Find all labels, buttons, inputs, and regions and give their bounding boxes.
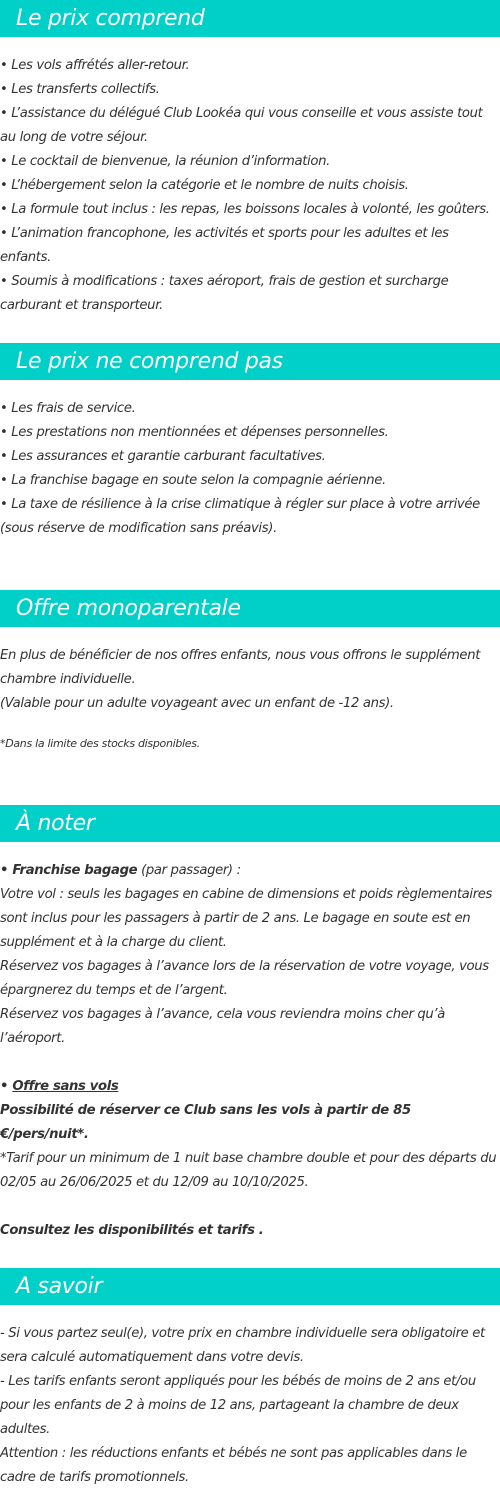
baggage-text: Votre vol : seuls les bagages en cabine de dimensions et poids règlementaires sont inclus pour les passagers à partir de 2 ans. Le bagage en soute est en supplément et à la charge du client. [0,887,493,950]
section-single-parent [0,590,500,753]
offer-text: En plus de bénéficier de nos offres enfants, nous vous offrons le supplément chambre individuelle. [0,648,481,687]
bullet: • [0,863,13,878]
list-item: • Le cocktail de bienvenue, la réunion d’information. [0,154,330,169]
list-item: • La taxe de résilience à la crise climatique à régler sur place à votre arrivée (sous réserve de modification sans préavis). [0,497,480,536]
baggage-heading [0,859,500,883]
baggage-text: Réservez vos bagages à l’avance, cela vous reviendra moins cher qu’à l’aéroport. [0,1007,445,1046]
list-item: • La franchise bagage en soute selon la compagnie aérienne. [0,473,386,488]
section-header [0,805,500,842]
noflight-label: Offre sans vols [12,1079,119,1094]
list-item: - Si vous partez seul(e), votre prix en chambre individuelle sera obligatoire et sera calculé automatiquement dans votre devis. [0,1326,485,1365]
section-body [0,380,500,541]
offer-condition: (Valable pour un adulte voyageant avec un enfant de -12 ans). [0,696,394,711]
section-header [0,343,500,380]
baggage-suffix: (par passager) : [137,863,241,878]
list-item: • Les assurances et garantie carburant facultatives. [0,449,326,464]
list-item: • Les transferts collectifs. [0,82,160,97]
list-item: • Soumis à modifications : taxes aéroport, frais de gestion et surcharge carburant et transporteur. [0,274,449,313]
section-body [0,1305,500,1490]
offer-footnote: *Dans la limite des stocks disponibles. [0,737,200,750]
baggage-text: Réservez vos bagages à l’avance lors de la réservation de votre voyage, vous épargnerez du temps et de l’argent. [0,959,489,998]
list-item: • Les prestations non mentionnées et dépenses personnelles. [0,425,389,440]
section-header [0,1268,500,1305]
noflight-conditions: *Tarif pour un minimum de 1 nuit base chambre double et pour des départs du 02/05 au 26/06/2025 et du 12/09 au 10/10/2025. [0,1151,497,1190]
section-notes [0,805,500,1243]
section-body [0,627,500,753]
section-title: A savoir [16,1274,103,1299]
bullet: • [0,1079,13,1094]
section-header [0,590,500,627]
list-item: Attention : les réductions enfants et bébés ne sont pas applicables dans le cadre de tarifs promotionnels. [0,1446,467,1485]
section-included [0,0,500,318]
list-item: • L’hébergement selon la catégorie et le nombre de nuits choisis. [0,178,409,193]
section-title: Le prix comprend [16,6,205,31]
section-good-to-know [0,1268,500,1490]
section-header [0,0,500,37]
section-body [0,842,500,1243]
list-item: • Les vols affrétés aller-retour. [0,58,190,73]
list-item: • Les frais de service. [0,401,136,416]
section-title: À noter [16,811,95,836]
list-item: • L’animation francophone, les activités et sports pour les adultes et les enfants. [0,226,449,265]
availability-link[interactable]: Consultez les disponibilités et tarifs . [0,1223,264,1238]
section-title: Le prix ne comprend pas [16,349,283,374]
section-not-included [0,343,500,541]
list-item: - Les tarifs enfants seront appliqués pour les bébés de moins de 2 ans et/ou pour les enfants de 2 à moins de 12 ans, partageant la chambre de deux adultes. [0,1374,476,1437]
noflight-offer: Possibilité de réserver ce Club sans les vols à partir de 85 €/pers/nuit*. [0,1103,411,1142]
noflight-heading [0,1075,500,1099]
section-title: Offre monoparentale [16,596,241,621]
list-item: • La formule tout inclus : les repas, les boissons locales à volonté, les goûters. [0,202,490,217]
baggage-label: Franchise bagage [12,863,138,878]
list-item: • L’assistance du délégué Club Lookéa qui vous conseille et vous assiste tout au long de votre séjour. [0,106,483,145]
section-body [0,37,500,318]
